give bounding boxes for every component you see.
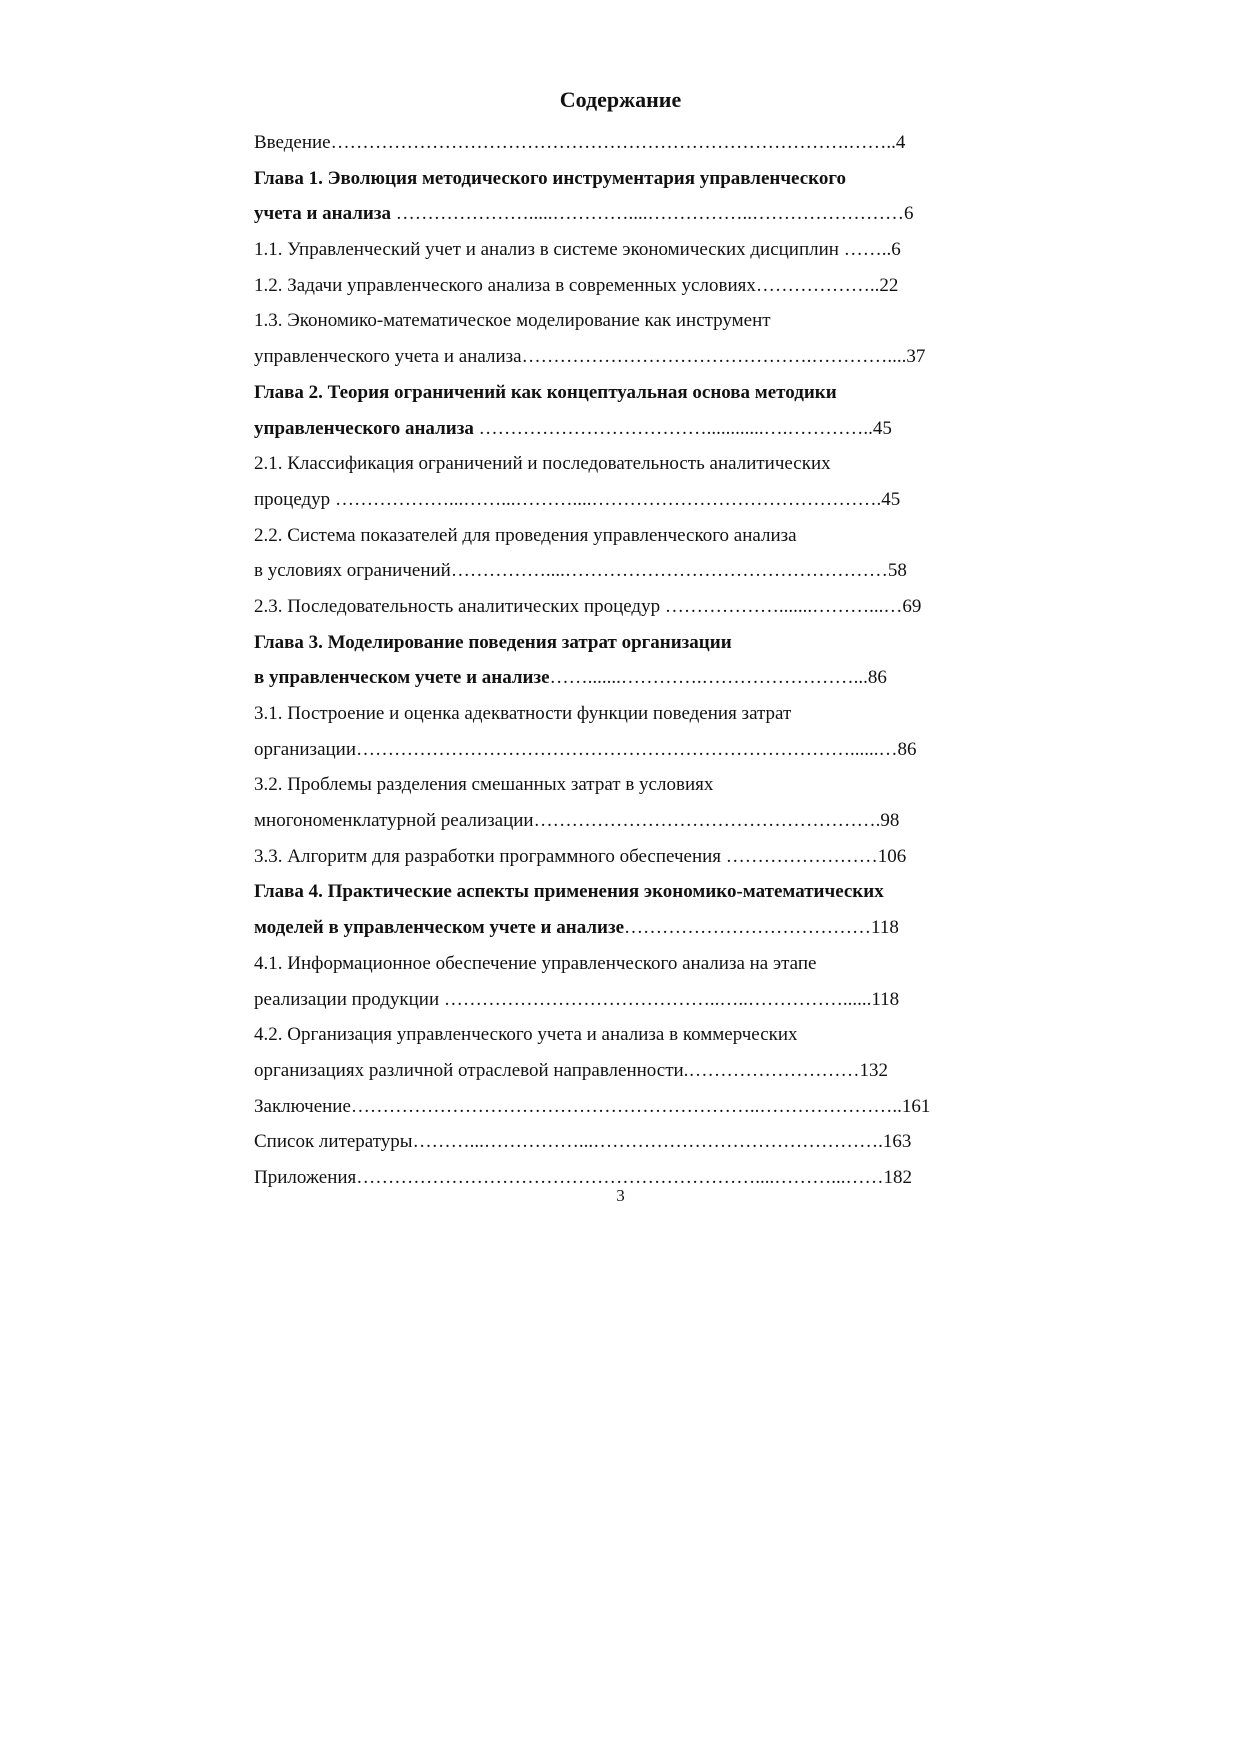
toc-line [254, 910, 989, 946]
toc-page-number: 6 [891, 239, 901, 261]
toc-entry-text: 4.1. Информационное обеспечение управленческого анализа на этапе [254, 952, 817, 974]
toc-page-number: 98 [880, 810, 900, 832]
toc-leader-dots: ………………...……...………....………………………………………. [334, 488, 882, 510]
toc-entry-text: процедур [254, 488, 335, 510]
toc-entry-text: Введение [254, 132, 331, 153]
toc-entry-text: моделей в управленческом учете и анализе [254, 917, 625, 939]
toc-entry-text: Заключение [254, 1095, 351, 1117]
toc-page-number: 45 [881, 488, 901, 510]
toc-leader-dots: ………...……………...………………………………………. [412, 1131, 883, 1153]
toc-entry-text: Глава 1. Эволюция методического инструментария управленческого [254, 167, 846, 189]
toc-entry-text: многономенклатурной реализации [254, 810, 534, 832]
toc-leader-dots: ………………………………………………. [533, 810, 881, 832]
toc-leader-dots: ……………………………………………………………………......… [356, 738, 898, 760]
toc-entry-text: Глава 2. Теория ограничений как концептуальная основа методики [254, 381, 837, 403]
toc-page-number: 6 [904, 203, 914, 225]
toc-entry-text: Глава 3. Моделирование поведения затрат организации [254, 631, 732, 653]
toc-entry-text: 3.2. Проблемы разделения смешанных затрат в условиях [254, 774, 714, 796]
toc-line [254, 161, 989, 197]
toc-entry-text: 1.1. Управленческий учет и анализ в системе экономических дисциплин [254, 239, 844, 261]
toc-leader-dots: ………………………………………………………..………………….. [350, 1095, 902, 1117]
toc-leader-dots: ……………………… [688, 1059, 860, 1081]
toc-leader-dots: ……………….. [755, 274, 880, 296]
toc-entry-text: 2.3. Последовательность аналитических процедур [254, 595, 665, 617]
toc-leader-dots: ………………………………............….………….. [478, 417, 873, 439]
toc-leader-dots: …………………… [725, 845, 878, 867]
toc-entry-text: 1.2. Задачи управленческого анализа в современных условиях [254, 274, 756, 296]
toc-entry-text: 2.2. Система показателей для проведения управленческого анализа [254, 524, 797, 546]
toc-entry-text: организации [254, 738, 357, 760]
toc-line [254, 589, 989, 625]
toc-leader-dots: ……………....…………………………………………… [450, 560, 888, 582]
toc-page-number: 58 [887, 560, 907, 582]
toc-page-number: 45 [872, 417, 892, 439]
toc-line [254, 268, 989, 304]
toc-line [254, 660, 989, 696]
toc-leader-dots: ………………………………… [624, 917, 872, 939]
toc-page-number: 161 [901, 1095, 931, 1117]
toc-page-number: 86 [867, 667, 887, 689]
toc-leader-dots: ……………….......………...… [664, 595, 903, 617]
toc-page-number: 106 [877, 845, 907, 867]
page-number: 3 [616, 1186, 625, 1205]
toc-page-number: 163 [882, 1131, 912, 1153]
toc-line [254, 767, 989, 803]
toc-entry-text: 3.1. Построение и оценка адекватности функции поведения затрат [254, 703, 792, 724]
toc-page-number: 37 [906, 346, 926, 368]
toc-line [254, 732, 989, 768]
toc-entry-text: 3.3. Алгоритм для разработки программного обеспечения [254, 845, 726, 867]
toc-title: Содержание [559, 87, 682, 112]
toc-entry-text: в управленческом учете и анализе [254, 667, 550, 689]
toc-line [254, 839, 989, 875]
toc-page-number: 86 [897, 738, 917, 760]
toc-entry-text: 4.2. Организация управленческого учета и анализа в коммерческих [254, 1024, 798, 1046]
toc-line [254, 446, 989, 482]
toc-line [254, 696, 989, 732]
toc-entry-text: реализации продукции [254, 988, 444, 1010]
toc-entry-text: организациях различной отраслевой направленности. [254, 1059, 689, 1081]
toc-line [254, 196, 989, 232]
toc-page-number: 182 [883, 1166, 913, 1188]
toc-leader-dots: ……………………………………..…..……………...... [443, 988, 872, 1010]
toc-leader-dots: ………………………………………………………....………...…… [356, 1166, 884, 1188]
toc-entry-text: Список литературы [254, 1131, 413, 1153]
toc-page-number: 69 [902, 595, 922, 617]
toc-line [254, 1053, 989, 1089]
toc-line [254, 982, 989, 1018]
toc-leader-dots: …….. [843, 239, 892, 261]
toc-leader-dots: ………………….....…………....……………..…………………… [395, 203, 905, 225]
toc-line [254, 375, 989, 411]
toc-line [254, 625, 989, 661]
toc-page-number: 118 [871, 917, 899, 939]
toc-line [254, 1089, 989, 1125]
toc-entry-text: 2.1. Классификация ограничений и последовательность аналитических [254, 453, 831, 475]
toc-line [254, 1124, 989, 1160]
toc-leader-dots: ……………………………………….………….... [521, 346, 907, 368]
table-of-contents [254, 125, 989, 1196]
toc-line [254, 482, 989, 518]
toc-line [254, 946, 989, 982]
toc-line [254, 339, 989, 375]
toc-entry-text: Приложения [254, 1166, 357, 1188]
toc-entry-text: управленческого учета и анализа [254, 346, 522, 368]
toc-line [254, 232, 989, 268]
toc-line [254, 553, 989, 589]
toc-page-number: 132 [859, 1059, 888, 1081]
toc-leader-dots: …….......………….……………………... [549, 667, 868, 689]
toc-entry-text: управленческого анализа [254, 417, 479, 439]
toc-line [254, 874, 989, 910]
toc-line [254, 518, 989, 554]
toc-line [254, 125, 989, 161]
toc-entry-text: 1.3. Экономико-математическое моделирование как инструмент [254, 310, 771, 332]
toc-page-number: 4 [895, 132, 906, 153]
toc-page-number: 22 [879, 274, 899, 296]
toc-page-number: 118 [871, 988, 900, 1010]
toc-line [254, 411, 989, 447]
toc-entry-text: учета и анализа [254, 203, 396, 225]
toc-line [254, 303, 989, 339]
toc-line [254, 1017, 989, 1053]
toc-entry-text: в условиях ограничений [254, 560, 451, 582]
toc-entry-text: Глава 4. Практические аспекты применения экономико-математических [254, 881, 884, 903]
toc-leader-dots: ……………………………………………………………………….…….. [330, 132, 896, 153]
toc-line [254, 803, 989, 839]
